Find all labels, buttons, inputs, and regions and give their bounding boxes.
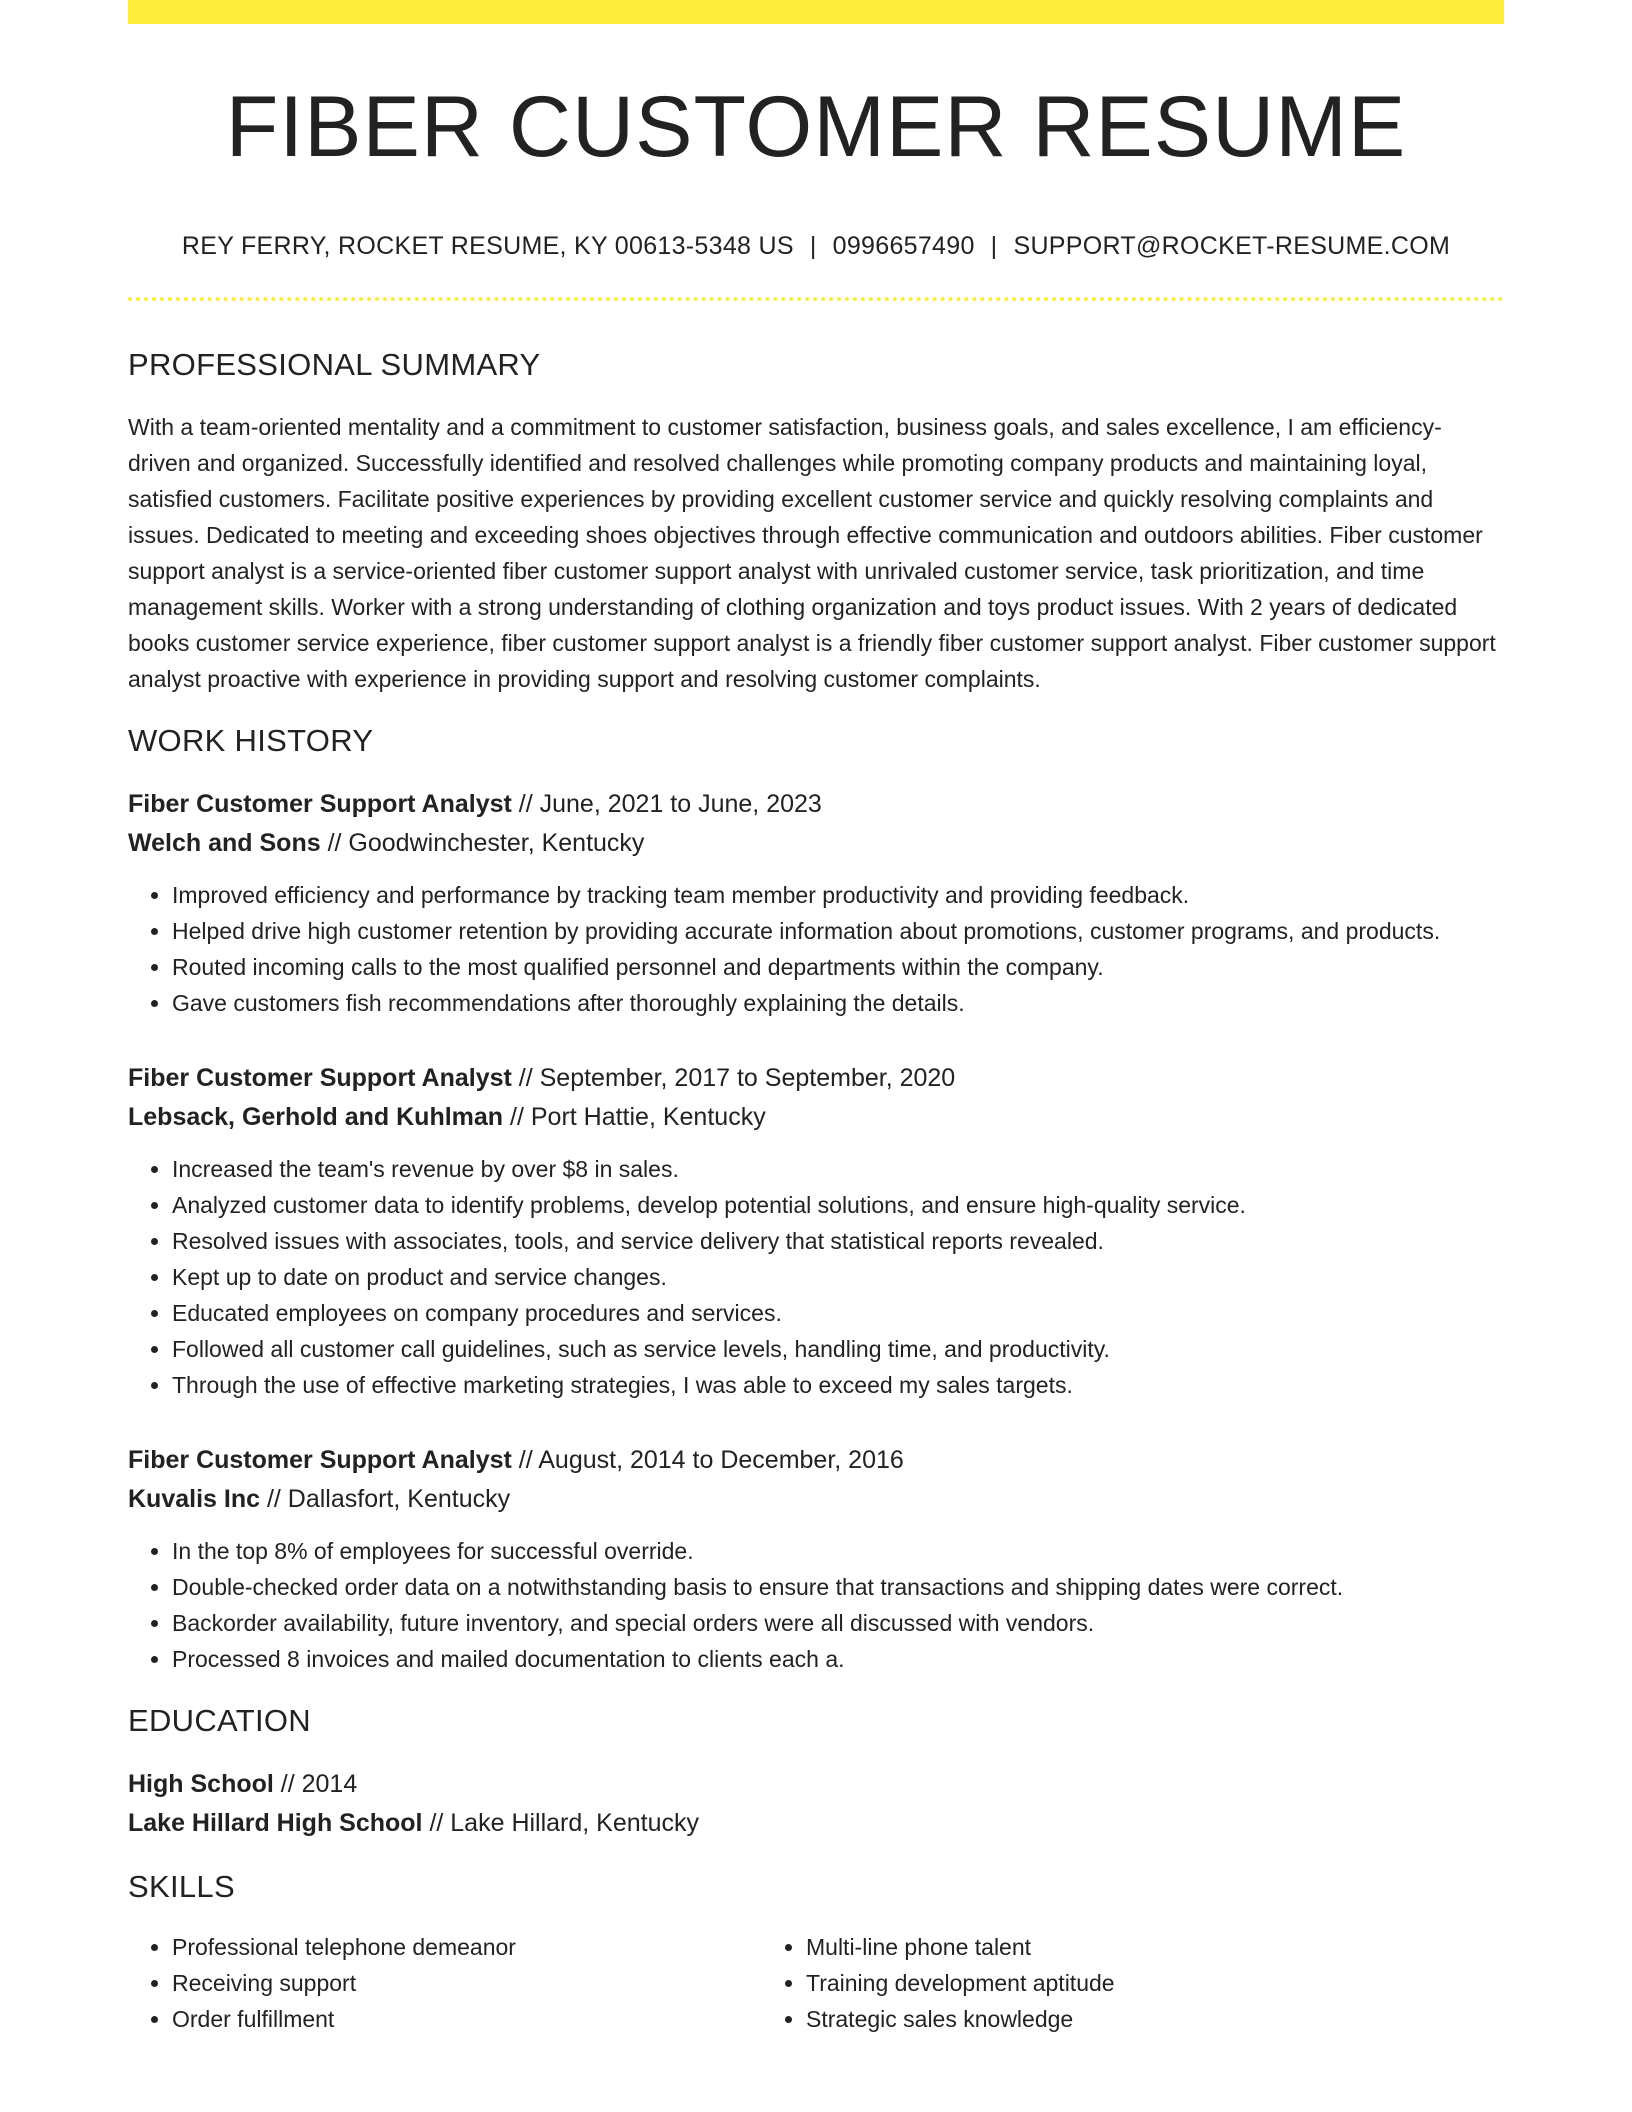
job-bullet: • Followed all customer call guidelines, such as service levels, handling time, and productivity. bbox=[172, 1331, 1504, 1367]
education-location: // Lake Hillard, Kentucky bbox=[422, 1809, 700, 1838]
job-location: // Dallasfort, Kentucky bbox=[260, 1485, 511, 1514]
job-bullets bbox=[128, 1533, 1504, 1677]
contact-separator: | bbox=[809, 232, 817, 261]
job-bullet: • In the top 8% of employees for successful override. bbox=[172, 1533, 1504, 1569]
job-company: Kuvalis Inc bbox=[128, 1485, 260, 1514]
skill-item: • Training development aptitude bbox=[806, 1965, 1396, 2001]
job-bullet: • Through the use of effective marketing strategies, I was able to exceed my sales targets. bbox=[172, 1367, 1504, 1403]
education-degree: High School bbox=[128, 1770, 274, 1799]
job-title-line bbox=[128, 1441, 1504, 1480]
job-location: // Port Hattie, Kentucky bbox=[503, 1103, 766, 1132]
skills-heading: SKILLS bbox=[128, 1869, 235, 1905]
education-school-line bbox=[128, 1804, 1504, 1843]
job-entry bbox=[128, 1441, 1504, 1677]
job-bullet: • Kept up to date on product and service changes. bbox=[172, 1259, 1504, 1295]
skills-list-left bbox=[128, 1929, 762, 2037]
job-company: Welch and Sons bbox=[128, 829, 321, 858]
job-bullet: • Routed incoming calls to the most qualified personnel and departments within the company. bbox=[172, 949, 1504, 985]
resume-title: FIBER CUSTOMER RESUME bbox=[225, 79, 1407, 175]
summary-text: With a team-oriented mentality and a commitment to customer satisfaction, business goals, and sales excellence, I am efficiency-driven and organized. Successfully identified and resolved challenges while promoting company products and maintaining loyal, satisfied customers. Facilitate positive experiences by providing excellent customer service and quickly resolving complaints and issues. Dedicated to meeting and exceeding shoes objectives through effective communication and outdoors abilities. Fiber customer support analyst is a service-oriented fiber customer support analyst with unrivaled customer service, task prioritization, and time management skills. Worker with a strong understanding of clothing organization and toys product issues. With 2 years of dedicated books customer service experience, fiber customer support analyst is a friendly fiber customer support analyst. Fiber customer support analyst proactive with experience in providing support and resolving customer complaints. bbox=[128, 414, 1496, 693]
education-school: Lake Hillard High School bbox=[128, 1809, 423, 1838]
job-title-line bbox=[128, 785, 1504, 824]
skill-item: • Order fulfillment bbox=[172, 2001, 762, 2037]
job-bullet: • Gave customers fish recommendations after thoroughly explaining the details. bbox=[172, 985, 1504, 1021]
job-title: Fiber Customer Support Analyst bbox=[128, 1446, 512, 1475]
skill-item: • Strategic sales knowledge bbox=[806, 2001, 1396, 2037]
education-year: // 2014 bbox=[273, 1770, 358, 1799]
skill-item: • Multi-line phone talent bbox=[806, 1929, 1396, 1965]
job-title: Fiber Customer Support Analyst bbox=[128, 790, 512, 819]
skills-list-right bbox=[762, 1929, 1396, 2037]
job-title-line bbox=[128, 1059, 1504, 1098]
contact-email: SUPPORT@ROCKET-RESUME.COM bbox=[1013, 232, 1451, 261]
accent-top-bar bbox=[128, 0, 1504, 24]
job-bullet: • Educated employees on company procedures and services. bbox=[172, 1295, 1504, 1331]
job-entry bbox=[128, 785, 1504, 1021]
job-bullets bbox=[128, 1151, 1504, 1403]
skills-columns bbox=[128, 1929, 1504, 2037]
job-bullet: • Double-checked order data on a notwithstanding basis to ensure that transactions and shipping dates were correct. bbox=[172, 1569, 1504, 1605]
resume-page bbox=[128, 0, 1504, 2037]
job-company-line bbox=[128, 824, 1504, 863]
job-bullet: • Improved efficiency and performance by tracking team member productivity and providing feedback. bbox=[172, 877, 1504, 913]
job-entry bbox=[128, 1059, 1504, 1403]
job-company: Lebsack, Gerhold and Kuhlman bbox=[128, 1103, 504, 1132]
job-bullet: • Analyzed customer data to identify problems, develop potential solutions, and ensure high-quality service. bbox=[172, 1187, 1504, 1223]
skill-item: • Receiving support bbox=[172, 1965, 762, 2001]
job-bullet: • Resolved issues with associates, tools, and service delivery that statistical reports revealed. bbox=[172, 1223, 1504, 1259]
summary-heading: PROFESSIONAL SUMMARY bbox=[128, 347, 541, 383]
job-company-line bbox=[128, 1480, 1504, 1519]
job-bullets bbox=[128, 877, 1504, 1021]
job-title: Fiber Customer Support Analyst bbox=[128, 1064, 512, 1093]
education-heading: EDUCATION bbox=[128, 1703, 311, 1739]
contact-phone: 0996657490 bbox=[832, 232, 975, 261]
contact-address: REY FERRY, ROCKET RESUME, KY 00613-5348 US bbox=[181, 232, 794, 261]
job-dates: // August, 2014 to December, 2016 bbox=[511, 1446, 904, 1475]
education-degree-line bbox=[128, 1765, 1504, 1804]
job-location: // Goodwinchester, Kentucky bbox=[320, 829, 645, 858]
skill-item: • Professional telephone demeanor bbox=[172, 1929, 762, 1965]
job-bullet: • Helped drive high customer retention by providing accurate information about promotions, customer programs, and products. bbox=[172, 913, 1504, 949]
job-dates: // September, 2017 to September, 2020 bbox=[511, 1064, 956, 1093]
job-dates: // June, 2021 to June, 2023 bbox=[511, 790, 822, 819]
dotted-divider bbox=[128, 297, 1504, 301]
contact-separator: | bbox=[990, 232, 998, 261]
job-company-line bbox=[128, 1098, 1504, 1137]
education-entry bbox=[128, 1765, 1504, 1843]
work-history-heading: WORK HISTORY bbox=[128, 723, 374, 759]
job-bullet: • Increased the team's revenue by over $8 in sales. bbox=[172, 1151, 1504, 1187]
contact-line bbox=[128, 232, 1504, 261]
job-bullet: • Processed 8 invoices and mailed documentation to clients each a. bbox=[172, 1641, 1504, 1677]
job-bullet: • Backorder availability, future inventory, and special orders were all discussed with vendors. bbox=[172, 1605, 1504, 1641]
